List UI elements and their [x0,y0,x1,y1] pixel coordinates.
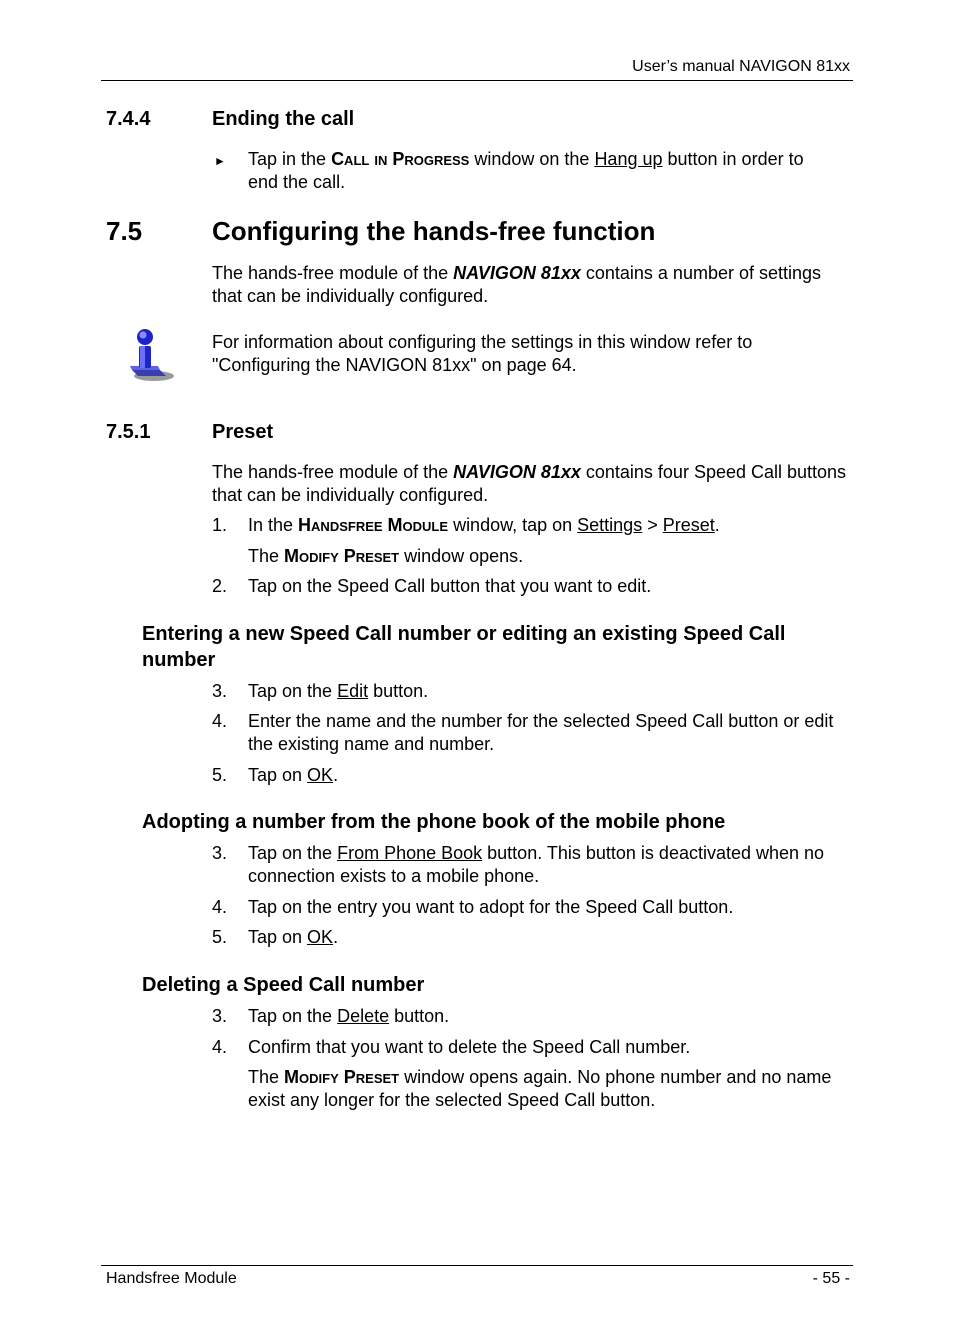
info-person-icon [122,326,180,384]
section-7-5-1-intro: The hands-free module of the NAVIGON 81xx contains four Speed Call buttons that can be individually configured. [212,462,847,505]
ok-button-ref: OK [307,765,334,785]
section-7-5-1-number: 7.5.1 [106,421,151,443]
step-number: 3. [212,681,228,701]
section-7-5-intro: The hands-free module of the NAVIGON 81xx contains a number of settings that can be individually configured. [212,263,822,306]
entering-step-4: Enter the name and the number for the selected Speed Call button or edit the existing name and number. [248,711,834,754]
bullet-arrow-icon: ► [214,154,226,168]
section-7-5-title: Configuring the hands-free function [212,216,656,246]
ending-call-instruction: Tap in the Call in Progress window on the Hang up button in order to end the call. [248,149,804,192]
delete-button-ref: Delete [337,1006,390,1026]
call-in-progress-window-ref: Call in Progress [331,149,470,169]
hang-up-button-ref: Hang up [594,149,663,169]
adopting-heading: Adopting a number from the phone book of the mobile phone [142,811,726,833]
step-number: 1. [212,515,228,535]
adopting-step-4: Tap on the entry you want to adopt for the Speed Call button. [248,897,734,917]
step-number: 2. [212,576,228,596]
adopting-step-3: Tap on the From Phone Book button. This button is deactivated when no connection exists to a mobile phone. [248,843,825,886]
footer-rule [101,1265,853,1266]
step-number: 5. [212,765,228,785]
preset-step-2: Tap on the Speed Call button that you want to edit. [248,576,652,596]
edit-button-ref: Edit [337,681,369,701]
preset-step-1: In the Handsfree Module window, tap on Settings > Preset. [248,515,720,535]
entering-heading: Entering a new Speed Call number or editing an existing Speed Call number [142,623,786,671]
deleting-step-4: Confirm that you want to delete the Speed Call number. [248,1037,691,1057]
step-number: 4. [212,711,228,731]
step-number: 3. [212,843,228,863]
preset-link: Preset [662,515,715,535]
step-number: 3. [212,1006,228,1026]
settings-link: Settings [577,515,643,535]
preset-step-1-result: The Modify Preset window opens. [248,546,524,566]
page-number: - 55 - [812,1270,850,1287]
deleting-result: The Modify Preset window opens again. No phone number and no name exist any longer for the selected Speed Call button. [248,1067,832,1110]
step-number: 5. [212,927,228,947]
entering-step-3: Tap on the Edit button. [248,681,429,701]
section-7-5-number: 7.5 [106,216,143,246]
page-header-title: User’s manual NAVIGON 81xx [632,58,850,75]
section-7-4-4-title: Ending the call [212,108,355,130]
section-7-5-1-title: Preset [212,421,274,443]
header-rule [101,80,853,81]
from-phone-book-button-ref: From Phone Book [337,843,483,863]
adopting-step-5: Tap on OK. [248,927,339,947]
step-number: 4. [212,1037,228,1057]
step-number: 4. [212,897,228,917]
info-note: For information about configuring the settings in this window refer to "Configuring the NAVIGON 81xx" on page 64. [212,332,753,375]
ok-button-ref: OK [307,927,334,947]
footer-chapter: Handsfree Module [106,1270,237,1287]
deleting-step-3: Tap on the Delete button. [248,1006,450,1026]
section-7-4-4-number: 7.4.4 [106,108,151,130]
deleting-heading: Deleting a Speed Call number [142,974,425,996]
entering-step-5: Tap on OK. [248,765,339,785]
